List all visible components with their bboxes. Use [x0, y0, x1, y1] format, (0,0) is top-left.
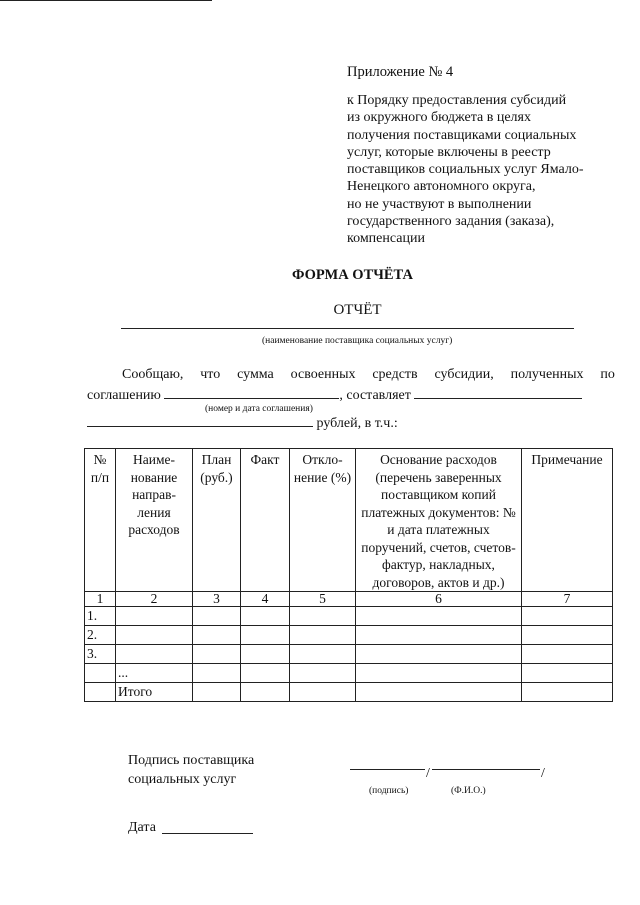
- table-cell[interactable]: [356, 683, 522, 702]
- message-text: рублей, в т.ч.:: [316, 416, 398, 431]
- amount-words-field[interactable]: [87, 414, 313, 427]
- appendix-line: из окружного бюджета в целях: [347, 110, 531, 126]
- table-cell[interactable]: [193, 683, 241, 702]
- message-line-1: [122, 367, 615, 383]
- expenses-table: [84, 448, 613, 702]
- column-number: 4: [241, 592, 290, 607]
- signature-caption: (подпись): [369, 786, 409, 796]
- table-cell[interactable]: [290, 683, 356, 702]
- message-word: что: [200, 367, 221, 382]
- table-row: [85, 664, 613, 683]
- appendix-line: Ненецкого автономного округа,: [347, 179, 536, 195]
- table-cell[interactable]: [193, 626, 241, 645]
- row-number: 1.: [85, 607, 116, 626]
- table-row: [85, 607, 613, 626]
- row-number: [85, 664, 116, 683]
- header-fact: Факт: [241, 449, 290, 592]
- agreement-field[interactable]: [164, 386, 339, 399]
- row-name: [116, 626, 193, 645]
- report-title: ОТЧЁТ: [333, 302, 382, 318]
- table-cell[interactable]: [241, 645, 290, 664]
- row-name: [116, 645, 193, 664]
- column-number: 5: [290, 592, 356, 607]
- column-number: 1: [85, 592, 116, 607]
- signature-field[interactable]: [350, 769, 425, 770]
- message-text: , составляет: [339, 388, 411, 403]
- table-cell[interactable]: [522, 645, 613, 664]
- message-word: субсидии,: [434, 367, 494, 382]
- agreement-caption: (номер и дата соглашения): [205, 404, 313, 414]
- header-note: Примечание: [522, 449, 613, 592]
- signature-label-line: социальных услуг: [128, 772, 237, 787]
- table-cell[interactable]: [522, 607, 613, 626]
- message-line-2: [87, 386, 582, 404]
- appendix-line: но не участвуют в выполнении: [347, 196, 532, 212]
- table-cell[interactable]: [241, 664, 290, 683]
- column-number: 2: [116, 592, 193, 607]
- row-name: ...: [116, 664, 193, 683]
- appendix-line: государственного задания (заказа),: [347, 214, 555, 230]
- message-word: Сообщаю,: [122, 367, 184, 382]
- provider-name-field[interactable]: [121, 328, 574, 329]
- appendix-line: поставщиков социальных услуг Ямало-: [347, 162, 584, 178]
- top-rule: [0, 0, 212, 1]
- column-number: 3: [193, 592, 241, 607]
- message-word: сумма: [237, 367, 274, 382]
- table-cell[interactable]: [193, 645, 241, 664]
- full-name-field[interactable]: [432, 769, 540, 770]
- table-cell[interactable]: [193, 607, 241, 626]
- table-header-row: [85, 449, 613, 592]
- column-number-row: [85, 592, 613, 607]
- table-cell[interactable]: [356, 626, 522, 645]
- signature-label-line: Подпись поставщика: [128, 753, 255, 768]
- table-cell[interactable]: [241, 683, 290, 702]
- appendix-line: к Порядку предоставления субсидий: [347, 93, 567, 108]
- column-number: 6: [356, 592, 522, 607]
- message-word: полученных: [510, 367, 584, 382]
- table-cell[interactable]: [356, 664, 522, 683]
- header-plan: План (руб.): [193, 449, 241, 592]
- message-line-3: [87, 414, 398, 432]
- table-cell[interactable]: [241, 607, 290, 626]
- message-text: соглашению: [87, 388, 161, 403]
- appendix-line: услуг, которые включены в реестр: [347, 144, 551, 160]
- table-cell[interactable]: [522, 664, 613, 683]
- table-cell[interactable]: [290, 645, 356, 664]
- table-row: [85, 645, 613, 664]
- row-number: 2.: [85, 626, 116, 645]
- row-number: 3.: [85, 645, 116, 664]
- appendix-text: [347, 92, 632, 248]
- appendix-title: Приложение № 4: [347, 64, 454, 80]
- table-cell[interactable]: [290, 664, 356, 683]
- table-row: [85, 626, 613, 645]
- table-cell[interactable]: [356, 645, 522, 664]
- row-name: Итого: [116, 683, 193, 702]
- signature-label: [128, 751, 254, 789]
- header-direction: Наиме- нование направ- ления расходов: [116, 449, 193, 592]
- signature-separator: /: [426, 766, 430, 781]
- row-name: [116, 607, 193, 626]
- table-cell[interactable]: [241, 626, 290, 645]
- row-number: [85, 683, 116, 702]
- full-name-caption: (Ф.И.О.): [451, 786, 486, 796]
- message-word: средств: [372, 367, 418, 382]
- appendix-line: компенсации: [347, 231, 425, 247]
- header-deviation: Откло- нение (%): [290, 449, 356, 592]
- amount-field[interactable]: [414, 386, 582, 399]
- date-label: Дата: [128, 820, 156, 835]
- header-basis: Основание расходов (перечень заверенных поставщиком копий платежных документов: № и дата платежных поручений, счетов, счетов-фактур, накладных, договоров, актов и др.): [356, 449, 522, 592]
- form-title: ФОРМА ОТЧЁТА: [292, 267, 413, 283]
- message-word: освоенных: [290, 367, 356, 382]
- total-row: [85, 683, 613, 702]
- column-number: 7: [522, 592, 613, 607]
- table-cell[interactable]: [522, 626, 613, 645]
- signature-separator: /: [541, 766, 545, 781]
- table-cell[interactable]: [290, 626, 356, 645]
- table-cell[interactable]: [290, 607, 356, 626]
- provider-caption: (наименование поставщика социальных услуг): [262, 336, 453, 346]
- appendix-line: получения поставщиками социальных: [347, 127, 577, 143]
- table-cell[interactable]: [356, 607, 522, 626]
- date-field[interactable]: [162, 833, 253, 834]
- message-word: по: [600, 367, 615, 382]
- table-cell[interactable]: [522, 683, 613, 702]
- header-number: № п/п: [85, 449, 116, 592]
- table-cell[interactable]: [193, 664, 241, 683]
